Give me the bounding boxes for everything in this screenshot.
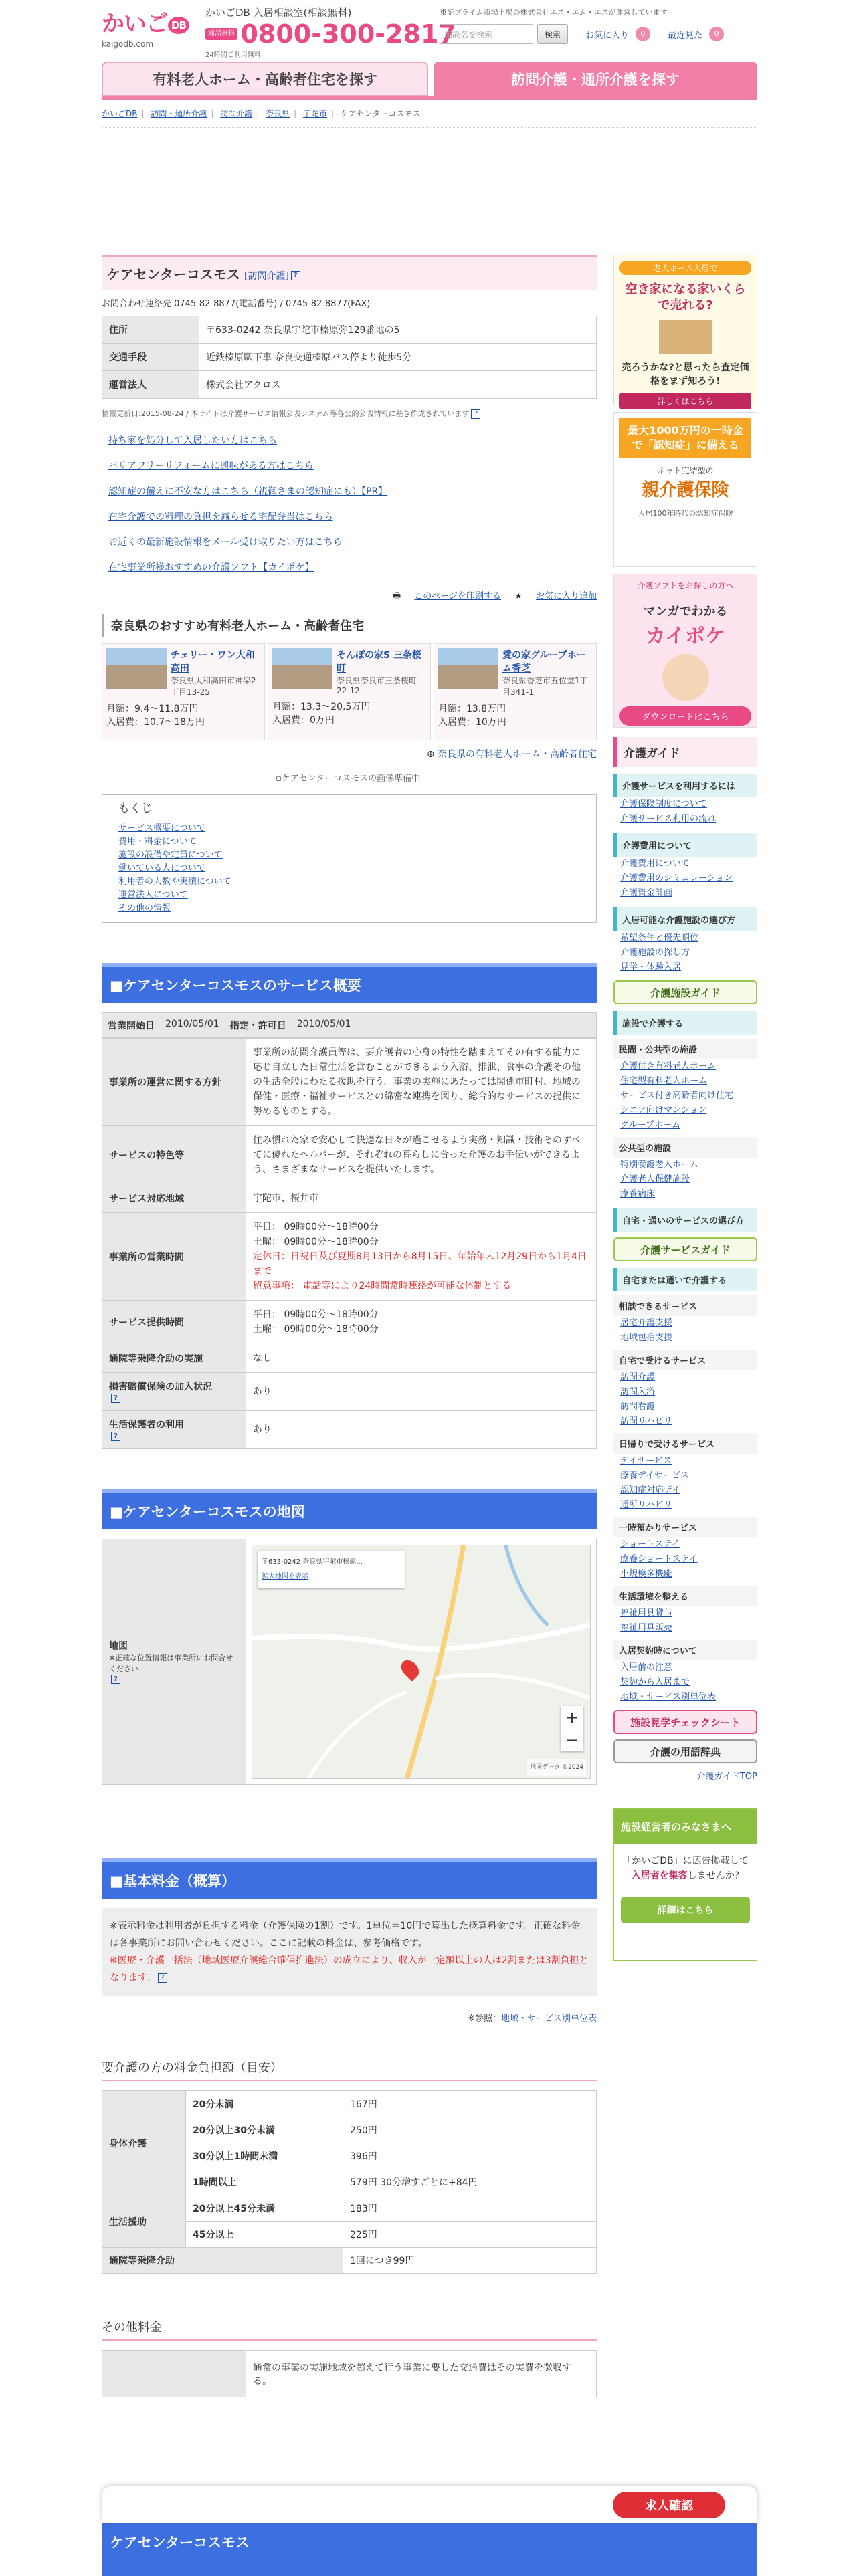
fee-title: ■基本料金（概算） [102,1858,597,1899]
search-button[interactable]: 検索 [537,24,568,44]
guide-link[interactable]: 地域包括支援 [620,1333,673,1343]
help-icon[interactable]: ? [111,1432,120,1441]
promo-link[interactable]: 持ち家を処分して入居したい方はこちら [108,435,277,446]
guide-section: 施設で介護する [613,1011,757,1035]
glossary-button[interactable]: 介護の用語辞典 [613,1739,757,1763]
ad-dementia-insurance[interactable]: 最大1000万円の一時金で「認知症」に備える ネット完結型の 親介護保険 入居100年時代の認知症保険 [613,412,757,567]
help-icon[interactable]: ? [111,1675,120,1684]
toc-item[interactable]: その他の情報 [118,903,171,914]
guide-subsection: 自宅で受けるサービス [613,1350,757,1370]
map-table: 地図 ※正確な位置情報は事業所にお問合せください ? 〒633-0242 奈良県宇陀市榛原... 拡大地図を表示 + − 地図データ ©2024 [102,1539,597,1785]
operator-detail-button[interactable]: 詳細はこちら [621,1897,750,1923]
guide-top-link[interactable]: 介護ガイドTOP [696,1772,757,1782]
help-icon[interactable]: ? [158,1973,167,1983]
guide-title: 介護ガイド [613,737,757,767]
breadcrumb: かいごDB | 訪問・通所介護 | 訪問介護 | 奈良県 | 宇陀市 | ケアセンターコスモス [102,100,757,128]
guide-subsection: 公共型の施設 [613,1137,757,1158]
guide-section: 入居可能な介護施設の選び方 [613,907,757,931]
crumb-pref[interactable]: 奈良県 [266,109,290,118]
guide-section: 介護サービスを利用するには [613,774,757,797]
guide-link[interactable]: 見学・体験入居 [620,962,682,972]
promo-links [102,433,597,574]
guide-link[interactable]: 訪問介護 [620,1372,656,1382]
guide-link[interactable]: グループホーム [620,1120,680,1130]
facility-photo [272,648,332,689]
fee-table-title: 要介護の方の料金負担額（目安） [102,2054,597,2081]
help-icon[interactable]: ? [111,1394,120,1403]
overview-table: 事業所の運営に関する方針 事業所の訪問介護員等は、要介護者の心身の特性を踏まえてその有する能力に応じ自立した日常生活を営むことができるよう入浴、排泄、食事の介護その他の生活全般にわたる援助を行う。事業の実施にあたっては関係市町村、地域の保健・医療・福祉サービスとの綿密な連携を図り、総合的なサービスの提供に努めるものとする。 サービスの特色等 住み慣れた家で安心して快適な日々が過ごせるよう実務・知識・技術そのすべてに優れたヘルパーが、それぞれの暮らしに合った介護のお手伝いができるよう、さまざまなサービスを提供いたします。 サービス対応地域 宇陀市、桜井市 事業所の営業時間 平日： 09時00分～18時00分 土曜： 09時00分～18時00分 定休日：日祝日及び夏期8月13日から8月15日、年始年末12月29日から1月4日まで 留意事項： 電話等により24時間常時連絡が可能な体制とする。 サービス提供時間 平日： 09時00分～18時00分 土曜： 09時00分～18時00分 通院等乗降介助の実施 なし 損害賠償保険の加入状況 ? あり 生活保護者の利用 ? あり [102,1038,597,1449]
guide-section: 自宅・通いのサービスの選び方 [613,1208,757,1232]
guide-link[interactable]: 通所リハビリ [620,1500,672,1510]
guide-link[interactable]: 希望条件と優先順位 [620,933,699,943]
overview-title: ■ケアセンターコスモスのサービス概要 [102,963,597,1003]
crumb-current: ケアセンターコスモス [340,109,421,118]
recommend-card[interactable]: チェリー・ワン大和高田 奈良県大和高田市神楽2丁目13-25 月額：9.4〜11.8万円 入居費：10.7〜18万円 [102,643,265,740]
help-icon[interactable]: ? [471,409,480,419]
guide-link[interactable]: シニア向けマンション [620,1105,707,1115]
guide-link[interactable]: 地域・サービス別単位表 [620,1692,717,1702]
ad-vacant-house[interactable]: 老人ホーム入居で 空き家になる家いくらで売れる? 売ろうかな?と思ったら査定価格をまず知ろう! 詳しくはこちら [613,255,757,405]
promo-link[interactable]: 在宅介護での料理の負担を減らせる宅配弁当はこちら [108,512,333,522]
toc-item[interactable]: 働いている人について [118,863,205,873]
guide-subsection: 生活環境を整える [613,1586,757,1606]
toc-item[interactable]: 費用・料金について [118,837,197,847]
tab-nursing-home[interactable]: 有料老人ホーム・高齢者住宅を探す [102,62,428,96]
crumb-service[interactable]: 訪問介護 [220,109,253,118]
guide-link[interactable]: 訪問リハビリ [620,1416,672,1426]
guide-link[interactable]: 入居前の注意 [620,1662,673,1673]
guide-subsection: 民間・公共型の施設 [613,1039,757,1059]
guide-link[interactable]: 介護資金計画 [620,888,673,898]
add-favorite-link[interactable]: ★ お気に入り追加 [514,591,597,601]
facility-info-table [102,316,597,399]
page [102,0,757,128]
favorites-count: 0 [636,27,650,41]
operator-ad: 施設経営者のみなさまへ 「かいごDB」に広告掲載して 入居者を集客しませんか? 詳細はこちら [613,1808,757,1961]
crumb-category[interactable]: 訪問・通所介護 [151,109,207,118]
sidebar [613,255,757,1961]
zoom-in-icon: + [565,1708,579,1727]
help-icon[interactable]: ? [291,271,300,280]
toc-title: もくじ [118,802,153,815]
checksheet-button[interactable]: 施設見学チェックシート [613,1710,757,1734]
google-map[interactable] [252,1545,591,1779]
guide-section: 自宅または通いで介護する [613,1268,757,1291]
other-fee-table: 通常の事業の実施地域を超えて行う事業に要した交通費はその実費を徴収する。 [102,2350,597,2397]
crumb-home[interactable]: かいごDB [102,109,138,118]
main-nav [102,62,757,96]
fixed-bottom-bar [102,2486,757,2576]
unit-table-link[interactable]: 地域・サービス別単位表 [500,2014,597,2024]
promo-link[interactable]: 在宅事業所様おすすめの介護ソフト【カイポケ】 [108,562,314,573]
facility-guide-button[interactable]: 介護施設ガイド [613,980,757,1004]
guide-subsection: 相談できるサービス [613,1295,757,1316]
guide-link[interactable]: 小規模多機能 [620,1569,673,1579]
guide-link[interactable]: 福祉用具貸与 [620,1608,673,1618]
promo-link[interactable]: バリアフリーリフォームに興味がある方はこちら [108,461,314,471]
guide-link[interactable]: 特別養護老人ホーム [620,1160,699,1170]
guide-subsection: 入居契約時について [613,1640,757,1660]
guide-link[interactable]: 介護サービス利用の流れ [620,814,717,824]
guide-link[interactable]: 介護費用のシミュレーション [620,873,733,883]
tel-label: かいごDB 入居相談室(相談無料) [205,7,352,19]
search-input[interactable]: 施設名を検索 [440,24,533,44]
crumb-city[interactable]: 宇陀市 [303,109,328,118]
view-larger-map-link[interactable]: 拡大地図を表示 [262,1573,308,1580]
facility-photo [106,648,167,689]
tel-number[interactable]: 0800-300-2817 [240,19,456,49]
contact-info: お問合わせ連絡先 0745-82-8877(電話番号) / 0745-82-8877(FAX) [102,299,371,309]
tab-home-care[interactable]: 訪問介護・通所介護を探す [434,62,757,96]
house-illustration-icon [659,320,712,354]
facility-title: ケアセンターコスモス [訪問介護] ? [102,255,597,290]
promo-link[interactable]: 認知症の備えに不安な方はこちら（親御さまの認知症にも）【PR】 [108,486,388,497]
guide-link[interactable]: 介護老人保健施設 [620,1174,690,1184]
guide-link[interactable]: 認知症対応デイ [620,1485,681,1495]
overview-dates: 営業開始日 2010/05/01 指定・許可日 2010/05/01 [102,1012,597,1038]
table-row: 住所 〒633-0242 奈良県宇陀市榛原弥129番地の5 [102,316,597,344]
toc-item[interactable]: 施設の設備や定員について [118,850,223,860]
guide-link[interactable]: 療養デイサービス [620,1471,690,1481]
guide-link[interactable]: 訪問入浴 [620,1387,656,1397]
guide-link[interactable]: デイサービス [620,1456,672,1466]
toc-item[interactable]: 運営法人について [118,890,188,900]
table-row: 交通手段 近鉄榛原駅下車 奈良交通榛原バス停より徒歩5分 [102,344,597,371]
update-info: 情報更新日:2015-08-24 / 本サイトは介護サービス情報公表システム等各公的公表情報に基き作成されています ? [102,408,597,419]
main-content [102,255,597,2397]
guide-subsection: 一時預かりサービス [613,1517,757,1537]
logo-sub: kaigodb.com [102,39,154,49]
table-of-contents [102,794,597,923]
map-copyright: 地図データ ©2024 [527,1759,586,1776]
logo-db: DB [168,17,189,34]
logo-text: かいご [102,11,168,37]
guide-link[interactable]: 療養病床 [620,1189,656,1199]
guide-link[interactable]: 介護費用について [620,859,690,869]
broken-image-icon: ▫ [276,774,282,784]
guide-section: 介護費用について [613,833,757,857]
guide-link[interactable]: 住宅型有料老人ホーム [620,1076,708,1086]
guide-link[interactable]: 介護施設の探し方 [620,948,690,958]
map-info-box: 〒633-0242 奈良県宇陀市榛原... 拡大地図を表示 [258,1551,405,1588]
map-title: ■ケアセンターコスモスの地図 [102,1489,597,1529]
guide-link[interactable]: 介護保険制度について [620,799,707,809]
guide-link[interactable]: 訪問看護 [620,1402,656,1412]
service-guide-button[interactable]: 介護サービスガイド [613,1237,757,1261]
site-logo[interactable] [102,5,202,53]
fee-notes: ※表示料金は利用者が負担する料金（介護保険の1割）です。1単位＝10円で算出した概算料金です。正確な料金は各事業所にお問い合わせください。ここに記載の料金は、参考価格です。 ※医療・介護一括法（地域医療介護総合確保推進法）の成立により、収入が一定額以上の人は2割または3割負担となります。 ? [102,1908,597,1996]
zoom-out-icon: − [565,1731,579,1749]
ad-kaipoke[interactable]: 介護ソフトをお探しの方へ マンガでわかる カイポケ ダウンロードはこちら [613,574,757,728]
character-illustration-icon [662,654,709,701]
tel-hours: 24時間ご利用無料 [205,51,261,59]
toc-item[interactable]: サービス概要について [118,823,205,833]
other-fee-title: その他料金 [102,2314,597,2341]
recommend-title: 奈良県のおすすめ有料老人ホーム・高齢者住宅 [102,614,597,637]
guide-link[interactable]: 療養ショートステイ [620,1554,698,1564]
service-tag[interactable]: [訪問介護] [244,271,289,282]
recruit-button[interactable]: 求人確認 [613,2492,725,2518]
recent-link[interactable]: 最近見た [668,30,703,41]
guide-link[interactable]: ショートステイ [620,1539,680,1549]
recommend-card[interactable]: 愛の家グループホーム香芝 奈良県香芝市五位堂1丁目341-1 月額：13.8万円 入居費：10万円 [434,643,597,740]
guide-link[interactable]: サービス付き高齢者向け住宅 [620,1091,734,1101]
favorites-link[interactable]: お気に入り [585,30,630,41]
recent-count: 0 [709,27,724,41]
print-link[interactable]: 🖶 このページを印刷する [392,591,502,601]
guide-link[interactable]: 居宅介護支援 [620,1318,673,1328]
fee-reference: ※参照：地域・サービス別単位表 [468,2014,597,2024]
toc-item[interactable]: 利用者の人数や実績について [118,877,231,887]
guide-subsection: 日帰りで受けるサービス [613,1433,757,1454]
fixed-facility-name: ケアセンターコスモス [102,2523,757,2576]
guide-link[interactable]: 契約から入居まで [620,1677,690,1687]
guide-link[interactable]: 介護付き有料老人ホーム [620,1061,717,1071]
recommend-cards [102,643,597,740]
facility-photo [438,648,498,689]
guide-link[interactable]: 福祉用具販売 [620,1623,673,1633]
tel-badge: 通話無料 [205,28,237,40]
recommend-card[interactable]: そんぽの家S 三条桜町 奈良県奈良市三条桜町22-12 月額：13.3〜20.5万円 入居費：0万円 [268,643,431,740]
fee-table: 身体介護 20分未満 167円 20分以上30分未満 250円 30分以上1時間未満 396円 1時間以上 579円 30分増すごとに+84円 生活援助 20分以上45分未満 183円 45分以上 225円 通院等乗降介助 1回につき99円 [102,2090,597,2274]
facility-image-placeholder: ▫ケアセンターコスモスの画像準備中 [276,774,421,784]
header [102,0,757,58]
table-row: 運営法人 株式会社アクロス [102,371,597,399]
prime-notice: 東証プライム市場上場の株式会社エス・エム・エスが運営しています [440,8,668,17]
recommend-more-link[interactable]: ⊕ 奈良県の有料老人ホーム・高齢者住宅 [426,749,597,760]
tel-block [205,5,456,59]
map-zoom-control[interactable] [561,1706,583,1751]
promo-link[interactable]: お近くの最新施設情報をメール受け取りたい方はこちら [108,537,343,548]
